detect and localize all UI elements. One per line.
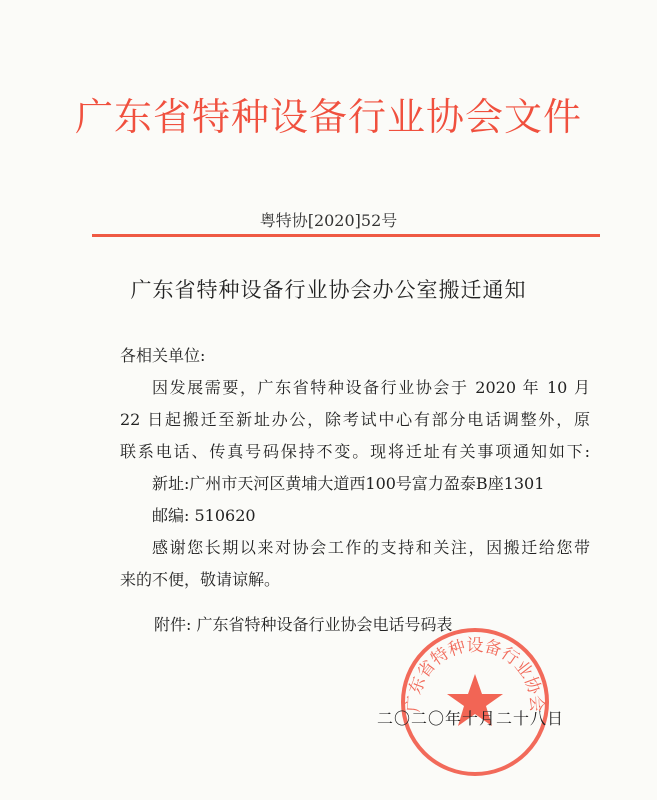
- body-line: 感谢您长期以来对协会工作的支持和关注，因搬迁给您带: [152, 538, 590, 557]
- new-address: 新址:广州市天河区黄埔大道西100号富力盈泰B座1301: [152, 474, 545, 493]
- body-line: 来的不便，敬请谅解。: [120, 570, 281, 589]
- seal-arc-text: 广东省特种设备行业协会: [403, 635, 547, 713]
- attachment-note: 附件: 广东省特种设备行业协会电话号码表: [154, 615, 453, 634]
- issuing-org-header: 广东省特种设备行业协会文件: [74, 95, 582, 139]
- postal-code: 邮编: 510620: [152, 506, 256, 525]
- document-title: 广东省特种设备行业协会办公室搬迁通知: [130, 278, 527, 302]
- salutation: 各相关单位:: [120, 346, 206, 365]
- official-seal-icon: [395, 622, 555, 782]
- notice-body: [120, 340, 590, 596]
- document-number: 粤特协[2020]52号: [259, 211, 398, 230]
- body-line: 因发展需要，广东省特种设备行业协会于 2020 年 10 月: [152, 378, 590, 397]
- issue-date: 二〇二〇年十月二十八日: [377, 709, 565, 728]
- body-line: 联系电话、传真号码保持不变。现将迁址有关事项通知如下:: [120, 442, 590, 461]
- body-line: 22 日起搬迁至新址办公，除考试中心有部分电话调整外，原: [120, 410, 590, 429]
- header-divider: [92, 234, 600, 237]
